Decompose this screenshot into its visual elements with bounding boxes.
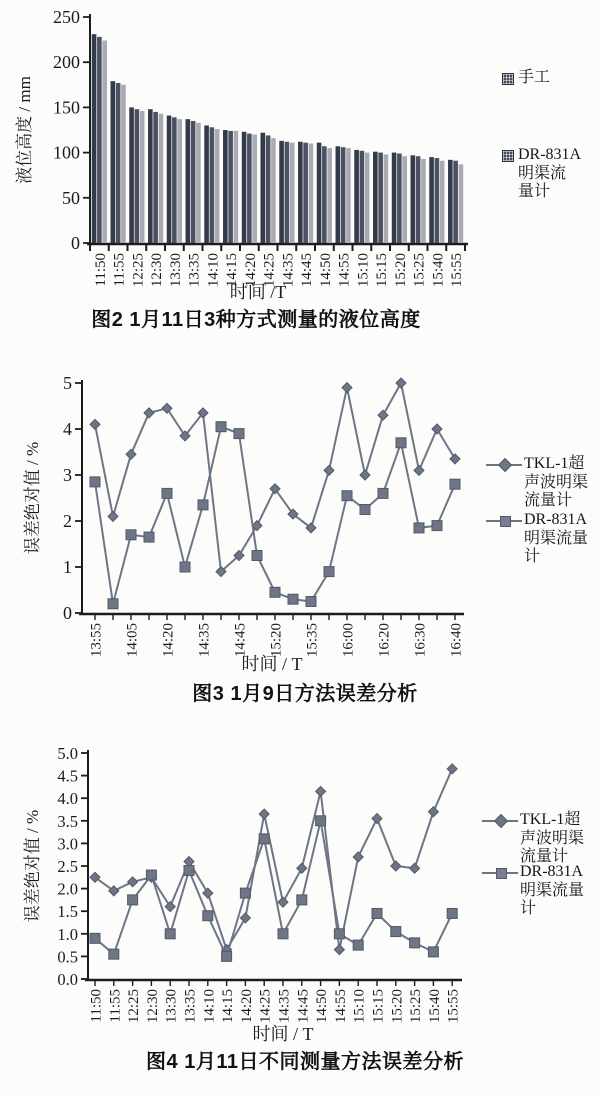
- svg-text:15:55: 15:55: [445, 989, 462, 1024]
- svg-text:液位高度 / mm: 液位高度 / mm: [15, 76, 34, 184]
- svg-text:14:55: 14:55: [332, 989, 349, 1024]
- svg-text:2.5: 2.5: [57, 857, 78, 876]
- svg-text:14:10: 14:10: [201, 989, 218, 1024]
- svg-text:12:25: 12:25: [130, 253, 147, 288]
- svg-text:4.5: 4.5: [57, 766, 78, 786]
- legend-label: 手工: [518, 69, 551, 86]
- figure3-caption: 图3 1月9日方法误差分析: [192, 683, 418, 705]
- svg-text:误差绝对值 / %: 误差绝对值 / %: [23, 441, 42, 555]
- figure3-legend-entry-tkl1: [486, 455, 588, 511]
- svg-text:时间 / T: 时间 / T: [252, 1024, 314, 1044]
- legend-label: TKL-1超 声波明渠 流量计: [520, 811, 585, 865]
- legend-label: DR-831A 明渠流量 计: [524, 511, 589, 565]
- svg-text:14:20: 14:20: [160, 623, 177, 658]
- figure4-caption: 图4 1月11日不同测量方法误差分析: [146, 1051, 464, 1073]
- svg-text:14:50: 14:50: [317, 253, 334, 288]
- svg-text:0.5: 0.5: [57, 947, 78, 967]
- figure4-legend-entry-tkl1: [482, 811, 584, 867]
- svg-text:13:30: 13:30: [163, 989, 180, 1024]
- svg-text:15:25: 15:25: [408, 989, 425, 1024]
- svg-text:0: 0: [71, 233, 80, 253]
- svg-text:14:15: 14:15: [224, 253, 241, 288]
- svg-text:11:50: 11:50: [88, 989, 105, 1023]
- svg-text:12:30: 12:30: [144, 989, 161, 1024]
- svg-text:15:40: 15:40: [430, 253, 447, 288]
- svg-text:50: 50: [62, 187, 80, 208]
- svg-text:14:50: 14:50: [314, 989, 331, 1024]
- svg-text:15:35: 15:35: [304, 623, 321, 658]
- svg-text:15:10: 15:10: [351, 989, 368, 1024]
- svg-text:14:25: 14:25: [261, 253, 278, 288]
- svg-text:0.0: 0.0: [57, 970, 78, 989]
- svg-text:14:55: 14:55: [336, 253, 353, 288]
- svg-text:15:40: 15:40: [426, 989, 443, 1024]
- svg-text:11:55: 11:55: [107, 989, 124, 1023]
- svg-text:12:25: 12:25: [126, 989, 143, 1024]
- line-square-icon: [486, 511, 522, 530]
- svg-text:3.5: 3.5: [57, 811, 78, 831]
- svg-text:13:35: 13:35: [186, 253, 203, 288]
- svg-text:14:45: 14:45: [295, 989, 312, 1024]
- svg-text:误差绝对值 / %: 误差绝对值 / %: [23, 809, 42, 923]
- svg-text:14:20: 14:20: [238, 989, 255, 1024]
- svg-text:5.0: 5.0: [57, 744, 78, 763]
- svg-text:14:35: 14:35: [280, 253, 297, 288]
- svg-text:11:55: 11:55: [111, 253, 128, 287]
- svg-text:时间 /T: 时间 /T: [229, 282, 287, 302]
- svg-text:4.0: 4.0: [57, 789, 78, 809]
- svg-text:14:20: 14:20: [242, 253, 259, 288]
- svg-text:4: 4: [63, 419, 72, 439]
- figure2-caption: 图2 1月11日3种方式测量的液位高度: [91, 309, 421, 331]
- svg-text:16:40: 16:40: [448, 623, 465, 658]
- figure2-legend-entry-dr831a: [502, 146, 581, 202]
- svg-text:15:10: 15:10: [355, 253, 372, 288]
- svg-text:15:55: 15:55: [449, 253, 466, 288]
- svg-text:15:20: 15:20: [268, 623, 285, 658]
- svg-text:15:20: 15:20: [392, 253, 409, 288]
- svg-text:1.0: 1.0: [57, 924, 78, 944]
- line-diamond-icon: [482, 811, 518, 830]
- svg-text:13:30: 13:30: [167, 253, 184, 288]
- legend-label: TKL-1超 声波明渠 流量计: [524, 455, 589, 509]
- legend-label: DR-831A 明渠流量 计: [520, 863, 585, 917]
- svg-text:5: 5: [63, 373, 72, 393]
- svg-text:250: 250: [53, 7, 80, 27]
- svg-text:14:35: 14:35: [276, 989, 293, 1024]
- svg-text:2: 2: [63, 511, 72, 531]
- svg-text:14:10: 14:10: [205, 253, 222, 288]
- patterned-square-icon: [502, 150, 514, 162]
- svg-text:15:20: 15:20: [389, 989, 406, 1024]
- svg-text:100: 100: [53, 142, 80, 163]
- line-diamond-icon: [486, 455, 522, 474]
- svg-text:14:05: 14:05: [124, 623, 141, 658]
- svg-text:12:30: 12:30: [149, 253, 166, 288]
- figure4-line-chart: [23, 744, 462, 1044]
- svg-text:15:15: 15:15: [374, 253, 391, 288]
- line-square-icon: [482, 863, 518, 882]
- patterned-square-icon: [502, 73, 514, 85]
- figure3-line-chart: [23, 373, 465, 674]
- svg-text:15:25: 15:25: [411, 253, 428, 288]
- svg-text:3.0: 3.0: [57, 834, 78, 854]
- svg-text:16:30: 16:30: [412, 623, 429, 658]
- svg-text:14:25: 14:25: [257, 989, 274, 1024]
- svg-text:时间 / T: 时间 / T: [241, 654, 303, 674]
- svg-text:15:15: 15:15: [370, 989, 387, 1024]
- svg-text:1: 1: [63, 557, 72, 577]
- svg-text:16:00: 16:00: [340, 623, 357, 658]
- figure2-legend-entry-manual: [502, 69, 550, 88]
- svg-text:14:35: 14:35: [196, 623, 213, 658]
- svg-text:1.5: 1.5: [57, 902, 78, 922]
- svg-text:0: 0: [63, 603, 72, 623]
- svg-text:150: 150: [53, 97, 80, 118]
- svg-text:11:50: 11:50: [92, 253, 109, 287]
- svg-text:200: 200: [53, 52, 80, 73]
- svg-text:14:15: 14:15: [220, 989, 237, 1024]
- svg-text:16:20: 16:20: [376, 623, 393, 658]
- figure2-bar-chart: [15, 7, 468, 302]
- legend-label: DR-831A 明渠流 量计: [518, 146, 582, 200]
- svg-text:3: 3: [63, 465, 72, 485]
- figure3-legend-entry-dr831a: [486, 511, 588, 567]
- svg-text:2.0: 2.0: [57, 879, 78, 899]
- figure4-legend-entry-dr831a: [482, 863, 584, 919]
- svg-text:13:55: 13:55: [88, 623, 105, 658]
- svg-text:14:45: 14:45: [299, 253, 316, 288]
- svg-text:13:35: 13:35: [182, 989, 199, 1024]
- svg-text:14:45: 14:45: [232, 623, 249, 658]
